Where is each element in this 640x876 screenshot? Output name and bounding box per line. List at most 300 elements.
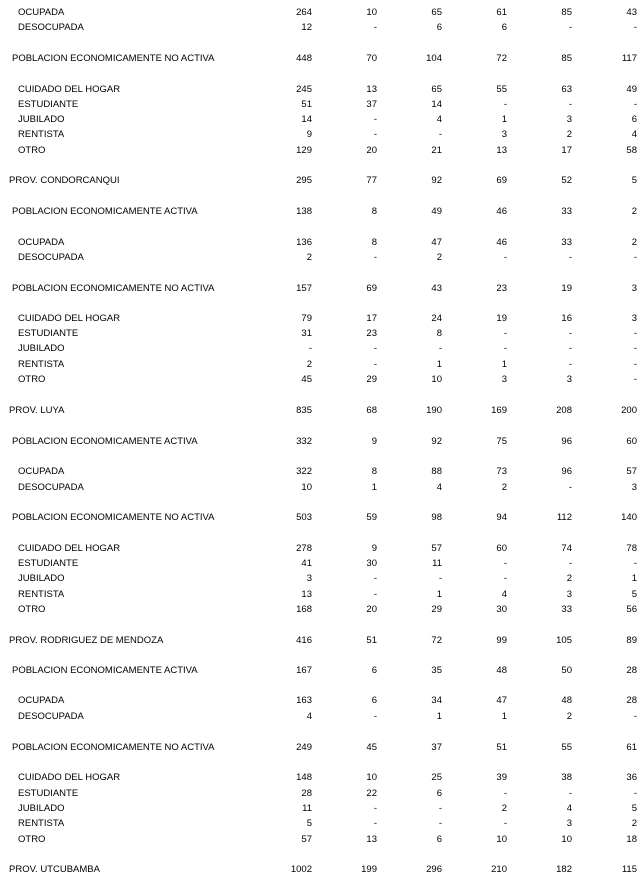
row-label: POBLACION ECONOMICAMENTE NO ACTIVA	[12, 283, 215, 294]
value-cell: -	[438, 573, 442, 584]
value-cell: 136	[296, 237, 312, 248]
value-cell: -	[633, 99, 637, 110]
value-cell: 3	[631, 482, 637, 493]
value-cell: 63	[561, 84, 572, 95]
value-cell: 5	[631, 803, 637, 814]
value-cell: 2	[631, 206, 637, 217]
value-cell: 168	[296, 604, 312, 615]
value-cell: 295	[296, 175, 312, 186]
value-cell: 3	[631, 283, 637, 294]
value-cell: 68	[366, 405, 377, 416]
value-cell: -	[373, 818, 377, 829]
category-row	[0, 83, 640, 96]
value-cell: 10	[366, 7, 377, 18]
value-cell: 22	[366, 788, 377, 799]
value-cell: 4	[501, 589, 507, 600]
value-cell: -	[568, 482, 572, 493]
value-cell: -	[503, 558, 507, 569]
value-cell: 3	[501, 129, 507, 140]
value-cell: 23	[366, 328, 377, 339]
value-cell: -	[503, 99, 507, 110]
value-cell: 2	[501, 482, 507, 493]
value-cell: 6	[436, 834, 442, 845]
value-cell: 18	[626, 834, 637, 845]
value-cell: 2	[501, 803, 507, 814]
value-cell: 199	[361, 864, 377, 875]
value-cell: 2	[306, 359, 312, 370]
value-cell: 1002	[290, 864, 312, 875]
value-cell: 58	[626, 145, 637, 156]
value-cell: 138	[296, 206, 312, 217]
population-group-row	[0, 664, 640, 677]
value-cell: -	[633, 374, 637, 385]
population-group-row	[0, 741, 640, 754]
value-cell: 51	[496, 742, 507, 753]
value-cell: -	[503, 788, 507, 799]
value-cell: 73	[496, 466, 507, 477]
value-cell: 4	[436, 114, 442, 125]
value-cell: 112	[556, 512, 572, 523]
value-cell: 4	[306, 711, 312, 722]
value-cell: 169	[491, 405, 507, 416]
category-row	[0, 373, 640, 386]
value-cell: 157	[296, 283, 312, 294]
value-cell: 75	[496, 436, 507, 447]
value-cell: 13	[366, 834, 377, 845]
value-cell: 28	[301, 788, 312, 799]
value-cell: 1	[371, 482, 377, 493]
value-cell: 70	[366, 53, 377, 64]
value-cell: 30	[366, 558, 377, 569]
value-cell: 77	[366, 175, 377, 186]
value-cell: 278	[296, 543, 312, 554]
value-cell: 31	[301, 328, 312, 339]
value-cell: 6	[631, 114, 637, 125]
category-row	[0, 236, 640, 249]
value-cell: 6	[371, 665, 377, 676]
value-cell: 19	[561, 283, 572, 294]
value-cell: 5	[631, 175, 637, 186]
row-label: ESTUDIANTE	[18, 788, 79, 799]
category-row	[0, 710, 640, 723]
value-cell: 61	[496, 7, 507, 18]
row-label: ESTUDIANTE	[18, 328, 79, 339]
category-row	[0, 481, 640, 494]
row-label: OCUPADA	[18, 237, 65, 248]
value-cell: -	[438, 343, 442, 354]
value-cell: 94	[496, 512, 507, 523]
value-cell: 182	[556, 864, 572, 875]
value-cell: 190	[426, 405, 442, 416]
value-cell: 129	[296, 145, 312, 156]
value-cell: 835	[296, 405, 312, 416]
category-row	[0, 113, 640, 126]
value-cell: 85	[561, 7, 572, 18]
category-row	[0, 588, 640, 601]
category-row	[0, 358, 640, 371]
value-cell: 3	[566, 589, 572, 600]
value-cell: 200	[621, 405, 637, 416]
value-cell: -	[373, 252, 377, 263]
value-cell: 6	[371, 695, 377, 706]
value-cell: 37	[366, 99, 377, 110]
category-row	[0, 557, 640, 570]
category-row	[0, 572, 640, 585]
value-cell: -	[568, 359, 572, 370]
value-cell: -	[633, 558, 637, 569]
value-cell: 17	[561, 145, 572, 156]
value-cell: -	[568, 22, 572, 33]
province-row	[0, 404, 640, 417]
row-label: RENTISTA	[18, 129, 65, 140]
category-row	[0, 802, 640, 815]
value-cell: 96	[561, 466, 572, 477]
value-cell: 79	[301, 313, 312, 324]
value-cell: 72	[431, 635, 442, 646]
value-cell: 65	[431, 84, 442, 95]
value-cell: 13	[496, 145, 507, 156]
value-cell: -	[503, 252, 507, 263]
value-cell: 6	[436, 788, 442, 799]
value-cell: 10	[496, 834, 507, 845]
row-label: CUIDADO DEL HOGAR	[18, 543, 121, 554]
value-cell: 29	[431, 604, 442, 615]
value-cell: -	[568, 343, 572, 354]
row-label: OTRO	[18, 145, 46, 156]
value-cell: 57	[301, 834, 312, 845]
value-cell: 3	[501, 374, 507, 385]
value-cell: 61	[626, 742, 637, 753]
value-cell: 2	[306, 252, 312, 263]
value-cell: 8	[371, 237, 377, 248]
category-row	[0, 817, 640, 830]
value-cell: 92	[431, 175, 442, 186]
population-group-row	[0, 282, 640, 295]
population-group-row	[0, 435, 640, 448]
row-label: CUIDADO DEL HOGAR	[18, 772, 121, 783]
value-cell: -	[438, 818, 442, 829]
value-cell: 2	[566, 129, 572, 140]
value-cell: 43	[431, 283, 442, 294]
value-cell: 2	[566, 573, 572, 584]
value-cell: -	[373, 129, 377, 140]
value-cell: 21	[431, 145, 442, 156]
category-row	[0, 833, 640, 846]
value-cell: 23	[496, 283, 507, 294]
row-label: PROV. UTCUBAMBA	[9, 864, 100, 875]
value-cell: 28	[626, 665, 637, 676]
row-label: POBLACION ECONOMICAMENTE NO ACTIVA	[12, 512, 215, 523]
value-cell: 6	[501, 22, 507, 33]
value-cell: -	[568, 99, 572, 110]
value-cell: 16	[561, 313, 572, 324]
category-row	[0, 21, 640, 34]
value-cell: 65	[431, 7, 442, 18]
value-cell: 88	[431, 466, 442, 477]
value-cell: -	[633, 252, 637, 263]
value-cell: 10	[561, 834, 572, 845]
value-cell: -	[308, 343, 312, 354]
value-cell: 249	[296, 742, 312, 753]
row-label: JUBILADO	[18, 114, 65, 125]
value-cell: 60	[496, 543, 507, 554]
row-label: OTRO	[18, 604, 46, 615]
value-cell: 4	[436, 482, 442, 493]
row-label: OCUPADA	[18, 695, 65, 706]
value-cell: -	[373, 114, 377, 125]
row-label: PROV. CONDORCANQUI	[9, 175, 120, 186]
value-cell: 25	[431, 772, 442, 783]
value-cell: 57	[626, 466, 637, 477]
value-cell: 245	[296, 84, 312, 95]
value-cell: 19	[496, 313, 507, 324]
value-cell: 503	[296, 512, 312, 523]
value-cell: 14	[301, 114, 312, 125]
population-group-row	[0, 52, 640, 65]
row-label: JUBILADO	[18, 803, 65, 814]
value-cell: 322	[296, 466, 312, 477]
row-label: DESOCUPADA	[18, 711, 84, 722]
row-label: POBLACION ECONOMICAMENTE ACTIVA	[12, 436, 198, 447]
value-cell: 39	[496, 772, 507, 783]
value-cell: 1	[436, 359, 442, 370]
value-cell: 99	[496, 635, 507, 646]
value-cell: 50	[561, 665, 572, 676]
value-cell: -	[633, 711, 637, 722]
value-cell: -	[373, 573, 377, 584]
value-cell: 1	[436, 589, 442, 600]
row-label: JUBILADO	[18, 573, 65, 584]
category-row	[0, 542, 640, 555]
category-row	[0, 787, 640, 800]
value-cell: 296	[426, 864, 442, 875]
category-row	[0, 312, 640, 325]
value-cell: 33	[561, 604, 572, 615]
value-cell: 33	[561, 206, 572, 217]
value-cell: 45	[366, 742, 377, 753]
value-cell: 148	[296, 772, 312, 783]
value-cell: 9	[371, 436, 377, 447]
value-cell: 13	[301, 589, 312, 600]
value-cell: 92	[431, 436, 442, 447]
category-row	[0, 251, 640, 264]
value-cell: 89	[626, 635, 637, 646]
value-cell: 264	[296, 7, 312, 18]
row-label: JUBILADO	[18, 343, 65, 354]
value-cell: 35	[431, 665, 442, 676]
value-cell: 163	[296, 695, 312, 706]
value-cell: 11	[302, 803, 312, 814]
value-cell: -	[568, 558, 572, 569]
value-cell: 115	[621, 864, 637, 875]
value-cell: 2	[566, 711, 572, 722]
value-cell: 4	[566, 803, 572, 814]
category-row	[0, 603, 640, 616]
value-cell: 210	[491, 864, 507, 875]
value-cell: 37	[431, 742, 442, 753]
value-cell: -	[568, 252, 572, 263]
value-cell: -	[373, 711, 377, 722]
row-label: CUIDADO DEL HOGAR	[18, 313, 121, 324]
value-cell: 117	[621, 53, 637, 64]
value-cell: 85	[561, 53, 572, 64]
value-cell: 13	[366, 84, 377, 95]
row-label: ESTUDIANTE	[18, 99, 79, 110]
value-cell: 45	[301, 374, 312, 385]
row-label: POBLACION ECONOMICAMENTE NO ACTIVA	[12, 742, 215, 753]
value-cell: 12	[301, 22, 312, 33]
value-cell: 49	[626, 84, 637, 95]
value-cell: 448	[296, 53, 312, 64]
value-cell: 49	[431, 206, 442, 217]
value-cell: 1	[631, 573, 637, 584]
value-cell: 43	[626, 7, 637, 18]
value-cell: 1	[501, 114, 507, 125]
value-cell: 24	[431, 313, 442, 324]
row-label: OTRO	[18, 834, 46, 845]
row-label: DESOCUPADA	[18, 22, 84, 33]
value-cell: 2	[436, 252, 442, 263]
value-cell: 20	[366, 145, 377, 156]
category-row	[0, 342, 640, 355]
value-cell: 167	[296, 665, 312, 676]
value-cell: 69	[366, 283, 377, 294]
value-cell: -	[373, 22, 377, 33]
value-cell: 5	[306, 818, 312, 829]
value-cell: 57	[431, 543, 442, 554]
value-cell: 52	[561, 175, 572, 186]
value-cell: 2	[631, 237, 637, 248]
value-cell: 51	[366, 635, 377, 646]
value-cell: 8	[371, 206, 377, 217]
value-cell: 2	[631, 818, 637, 829]
value-cell: 416	[296, 635, 312, 646]
row-label: PROV. LUYA	[9, 405, 65, 416]
value-cell: 51	[301, 99, 312, 110]
value-cell: -	[633, 343, 637, 354]
value-cell: 208	[556, 405, 572, 416]
category-row	[0, 465, 640, 478]
value-cell: 9	[371, 543, 377, 554]
row-label: RENTISTA	[18, 589, 65, 600]
row-label: ESTUDIANTE	[18, 558, 79, 569]
province-row	[0, 634, 640, 647]
value-cell: -	[503, 818, 507, 829]
value-cell: 98	[431, 512, 442, 523]
value-cell: 3	[631, 313, 637, 324]
value-cell: 46	[496, 206, 507, 217]
category-row	[0, 98, 640, 111]
value-cell: 105	[556, 635, 572, 646]
value-cell: 8	[436, 328, 442, 339]
value-cell: 60	[626, 436, 637, 447]
category-row	[0, 327, 640, 340]
value-cell: 10	[366, 772, 377, 783]
value-cell: 69	[496, 175, 507, 186]
row-label: RENTISTA	[18, 359, 65, 370]
value-cell: 17	[366, 313, 377, 324]
value-cell: 41	[301, 558, 312, 569]
row-label: POBLACION ECONOMICAMENTE ACTIVA	[12, 665, 198, 676]
value-cell: 3	[566, 114, 572, 125]
value-cell: -	[568, 328, 572, 339]
value-cell: -	[373, 343, 377, 354]
row-label: DESOCUPADA	[18, 482, 84, 493]
category-row	[0, 6, 640, 19]
value-cell: -	[503, 573, 507, 584]
value-cell: 34	[431, 695, 442, 706]
province-row	[0, 174, 640, 187]
value-cell: 1	[501, 359, 507, 370]
row-label: OCUPADA	[18, 466, 65, 477]
value-cell: -	[438, 803, 442, 814]
value-cell: 29	[366, 374, 377, 385]
value-cell: 104	[426, 53, 442, 64]
value-cell: 140	[621, 512, 637, 523]
value-cell: 11	[432, 558, 442, 569]
row-label: OTRO	[18, 374, 46, 385]
value-cell: 48	[561, 695, 572, 706]
value-cell: -	[633, 22, 637, 33]
value-cell: -	[373, 359, 377, 370]
population-group-row	[0, 511, 640, 524]
value-cell: 59	[366, 512, 377, 523]
row-label: POBLACION ECONOMICAMENTE NO ACTIVA	[12, 53, 215, 64]
value-cell: 10	[301, 482, 312, 493]
value-cell: 3	[566, 818, 572, 829]
value-cell: -	[633, 328, 637, 339]
category-row	[0, 144, 640, 157]
value-cell: 3	[566, 374, 572, 385]
row-label: CUIDADO DEL HOGAR	[18, 84, 121, 95]
row-label: RENTISTA	[18, 818, 65, 829]
value-cell: 55	[561, 742, 572, 753]
category-row	[0, 771, 640, 784]
value-cell: 74	[561, 543, 572, 554]
value-cell: 30	[496, 604, 507, 615]
value-cell: 96	[561, 436, 572, 447]
value-cell: 72	[496, 53, 507, 64]
value-cell: 4	[631, 129, 637, 140]
value-cell: -	[503, 343, 507, 354]
value-cell: 10	[431, 374, 442, 385]
value-cell: 38	[561, 772, 572, 783]
value-cell: 47	[431, 237, 442, 248]
population-group-row	[0, 205, 640, 218]
value-cell: 5	[631, 589, 637, 600]
value-cell: 8	[371, 466, 377, 477]
row-label: OCUPADA	[18, 7, 65, 18]
value-cell: 48	[496, 665, 507, 676]
value-cell: -	[568, 788, 572, 799]
value-cell: -	[373, 803, 377, 814]
value-cell: 33	[561, 237, 572, 248]
province-row	[0, 863, 640, 876]
value-cell: -	[633, 359, 637, 370]
value-cell: -	[633, 788, 637, 799]
value-cell: -	[373, 589, 377, 600]
value-cell: 1	[501, 711, 507, 722]
value-cell: 46	[496, 237, 507, 248]
value-cell: 20	[366, 604, 377, 615]
category-row	[0, 694, 640, 707]
category-row	[0, 128, 640, 141]
value-cell: 14	[431, 99, 442, 110]
row-label: PROV. RODRIGUEZ DE MENDOZA	[9, 635, 164, 646]
value-cell: 47	[496, 695, 507, 706]
value-cell: 332	[296, 436, 312, 447]
value-cell: 78	[626, 543, 637, 554]
